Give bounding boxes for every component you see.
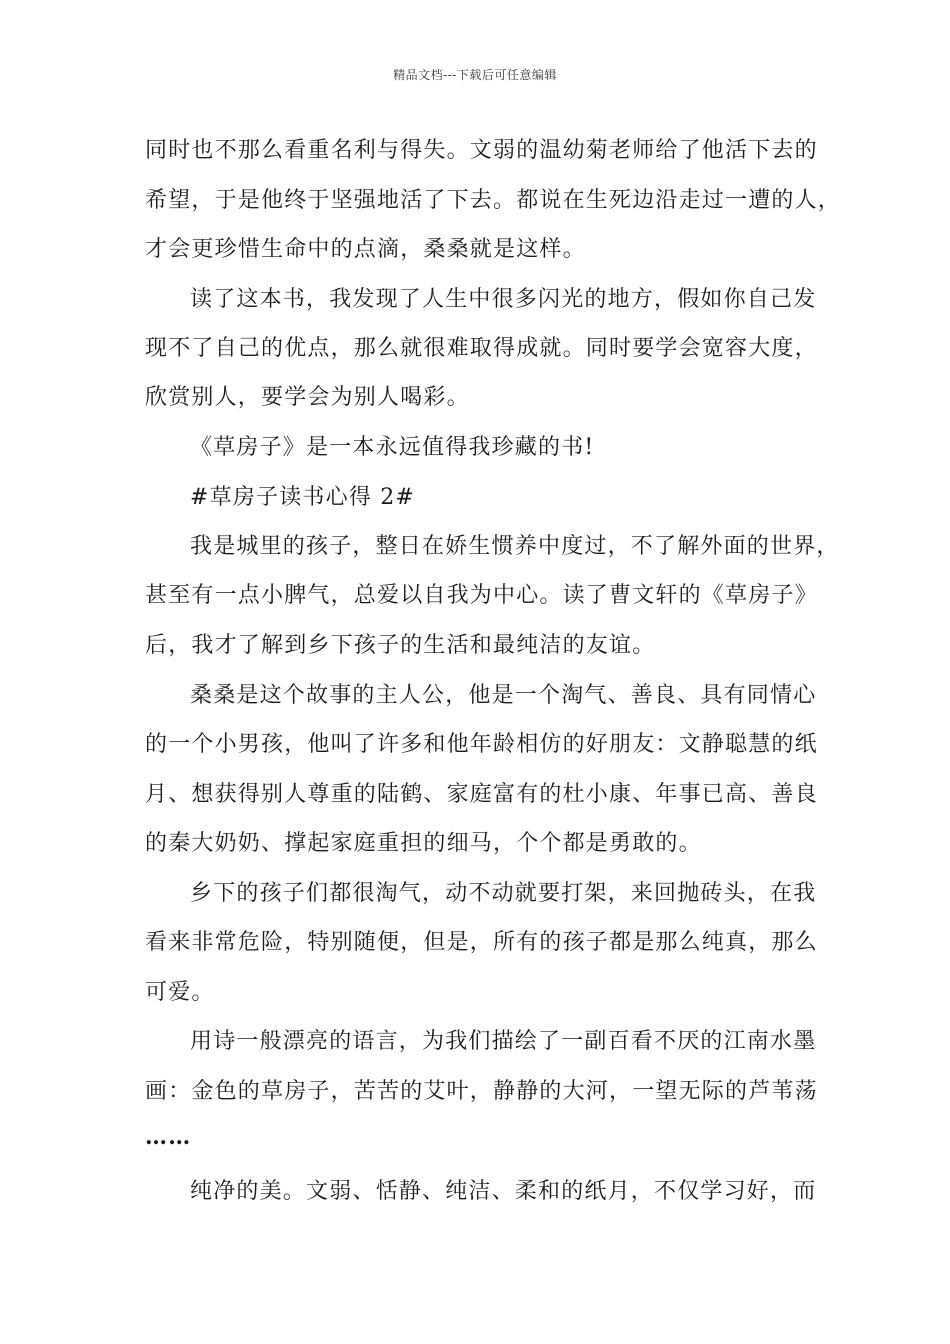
text-line: 的一个小男孩，他叫了许多和他年龄相仿的好朋友：文静聪慧的纸 (145, 732, 818, 757)
text-line: 看来非常危险，特别随便，但是，所有的孩子都是那么纯真，那么 (145, 930, 818, 955)
section-heading: #草房子读书心得 2# (190, 485, 416, 510)
text-line: 我是城里的孩子，整日在娇生惯养中度过，不了解外面的世界， (190, 534, 840, 559)
text-line: 《草房子》是一本永远值得我珍藏的书! (190, 435, 595, 460)
ellipsis-line: …… (145, 1124, 192, 1150)
page-header: 精品文档---下载后可任意编辑 (393, 68, 557, 82)
text-line: 乡下的孩子们都很淘气，动不动就要打架，来回抛砖头，在我 (190, 881, 817, 906)
text-line: 纯净的美。文弱、恬静、纯洁、柔和的纸月，不仅学习好，而 (190, 1179, 817, 1204)
text-line: 希望，于是他终于坚强地活了下去。都说在生死边沿走过一遭的人， (145, 188, 842, 213)
text-line: 同时也不那么看重名利与得失。文弱的温幼菊老师给了他活下去的 (145, 138, 818, 163)
text-line: 桑桑是这个故事的主人公，他是一个淘气、善良、具有同情心 (190, 683, 817, 708)
text-line: 月、想获得别人尊重的陆鹤、家庭富有的杜小康、年事已高、善良 (145, 782, 818, 807)
text-line: 读了这本书，我发现了人生中很多闪光的地方，假如你自己发 (190, 287, 817, 312)
text-line: 的秦大奶奶、撑起家庭重担的细马，个个都是勇敢的。 (145, 831, 702, 856)
text-line: 后，我才了解到乡下孩子的生活和最纯洁的友谊。 (145, 633, 656, 658)
text-line: 可爱。 (145, 980, 215, 1005)
text-line: 甚至有一点小脾气，总爱以自我为中心。读了曹文轩的《草房子》 (145, 583, 818, 608)
text-line: 欣赏别人，要学会为别人喝彩。 (145, 385, 470, 410)
text-line: 画：金色的草房子，苦苦的艾叶，静静的大河，一望无际的芦苇荡 (145, 1079, 818, 1104)
text-line: 现不了自己的优点，那么就很难取得成就。同时要学会宽容大度， (145, 336, 818, 361)
text-line: 用诗一般漂亮的语言，为我们描绘了一副百看不厌的江南水墨 (190, 1029, 817, 1054)
text-line: 才会更珍惜生命中的点滴，桑桑就是这样。 (145, 237, 586, 262)
